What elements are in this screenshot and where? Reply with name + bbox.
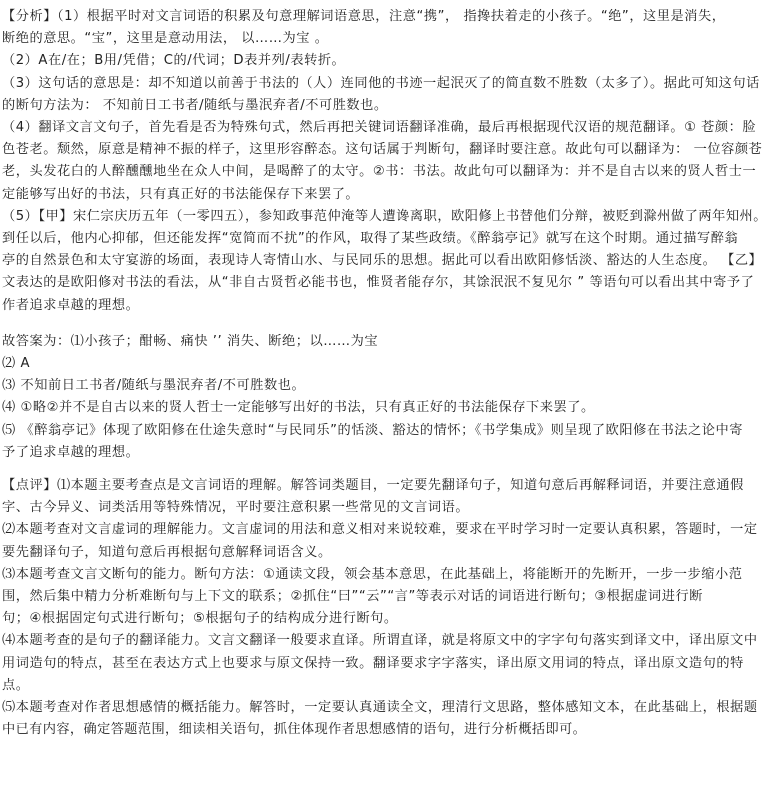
analysis-line: 【分析】（1）根据平时对文言词语的积累及句意理解词语意思，注意“携”， 指搀扶着走的小孩子。“绝”，这里是消失， — [2, 9, 726, 24]
comment-line: 用词造句的特点，甚至在表达方式上也要求与原文保持一致。翻译要求字字落实，译出原文用词的特点，译出原文造句的特 — [2, 655, 744, 671]
comment-line: 点。 — [2, 677, 30, 693]
analysis-section — [2, 6, 774, 317]
comment-line: 围，然后集中精力分析难断句与上下文的联系；②抓住“曰”“云”“言”等表示对话的词语进行断句；③根据虚词进行断 — [2, 589, 703, 605]
answer-line: ⑵ A — [2, 356, 31, 372]
comment-line: ⑸本题考查对作者思想感情的概括能力。解答时，一定要认真通读全文，理清行文思路，整体感知文本，在此基础上，根据题 — [2, 700, 758, 716]
analysis-line: 到任以后，他内心抑郁，但还能发挥“宽简而不扰”的作风，取得了某些政绩。《醉翁亭记》就写在这个时期。通过描写醉翁 — [2, 231, 739, 247]
answer-line: 予了追求卓越的理想。 — [2, 444, 140, 460]
comment-section — [2, 475, 774, 741]
analysis-line: （5）【甲】宋仁宗庆历五年（一零四五），参知政事范仲淹等人遭谗离职，欧阳修上书替他们分辩，被贬到滁州做了两年知州。 — [2, 208, 768, 224]
analysis-line: 老，头发花白的人醉醺醺地坐在众人中间，是喝醉了的太守。②书：书法。故此句可以翻译为：并不是自古以来的贤人哲士一 — [2, 164, 757, 180]
comment-line: ⑷本题考查的是句子的翻译能力。文言文翻译一般要求直译。所谓直译，就是将原文中的字字句句落实到译文中，译出原文中 — [2, 633, 758, 649]
answer-line: ⑸ 《醉翁亭记》体现了欧阳修在仕途失意时“与民同乐”的恬淡、豁达的情怀；《书学集成》则呈现了欧阳修在书法之论中寄 — [2, 422, 743, 438]
analysis-line: （4）翻译文言文句子，首先看是否为特殊句式，然后再把关键词语翻译准确，最后再根据现代汉语的规范翻译。① 苍颜：脸 — [2, 120, 757, 136]
analysis-line: 文表达的是欧阳修对书法的看法，从“非自古贤哲必能书也，惟贤者能存尔，其馀泯泯不复见尔 ” 等语句可以看出其中寄予了 — [2, 275, 755, 291]
analysis-line: 色苍老。颓然，原意是精神不振的样子，这里形容醉态。这句话属于判断句，翻译时要注意。故此句可以翻译为： 一位容颜苍 — [2, 142, 763, 158]
answer-line: 故答案为：⑴小孩子；酣畅、痛快 ’’ 消失、断绝；以……为宝 — [2, 333, 379, 349]
section-gap — [2, 317, 774, 331]
comment-line: 句；④根据固定句式进行断句；⑤根据句子的结构成分进行断句。 — [2, 611, 398, 627]
comment-line: 字、古今异义、词类活用等特殊情况，平时要注意积累一些常见的文言词语。 — [2, 500, 470, 516]
analysis-line: 断绝的意思。“宝”，这里是意动用法， 以……为宝 。 — [2, 31, 329, 47]
solution-document — [0, 6, 774, 742]
analysis-line: 的断句方法为： 不知前日工书者/随纸与墨泯弃者/不可胜数也。 — [2, 97, 388, 113]
comment-line: 【点评】⑴本题主要考查点是文言词语的理解。解答词类题目，一定要先翻译句子，知道句意后再解释词语，并要注意通假 — [2, 478, 744, 494]
analysis-line: （3）这句话的意思是：却不知道以前善于书法的（人）连同他的书迹一起泯灭了的简直数不胜数（太多了）。据此可知这句话 — [2, 75, 760, 91]
section-gap — [2, 464, 774, 475]
comment-line: ⑵本题考查对文言虚词的理解能力。文言虚词的用法和意义相对来说较难，要求在平时学习时一定要认真积累，答题时，一定 — [2, 522, 758, 538]
comment-line: ⑶本题考查文言文断句的能力。断句方法：①通读文段，领会基本意思，在此基础上，将能断开的先断开，一步一步缩小范 — [2, 566, 743, 582]
analysis-line: （2）A在/在；B用/凭借；C的/代词；D表并列/表转折。 — [2, 53, 346, 69]
comment-line: 中已有内容，确定答题范围，细读相关语句，抓住体现作者思想感情的语句，进行分析概括即可。 — [2, 722, 587, 738]
answer-line: ⑷ ①略②并不是自古以来的贤人哲士一定能够写出好的书法，只有真正好的书法能保存下来罢了。 — [2, 400, 595, 416]
answer-section — [2, 331, 774, 464]
comment-line: 要先翻译句子，知道句意后再根据句意解释词语含义。 — [2, 544, 332, 560]
analysis-line: 亭的自然景色和太守宴游的场面，表现诗人寄情山水、与民同乐的思想。据此可以看出欧阳修恬淡、豁达的人生态度。 【乙】 — [2, 253, 763, 269]
analysis-line: 定能够写出好的书法，只有真正好的书法能保存下来罢了。 — [2, 186, 360, 202]
analysis-line: 作者追求卓越的理想。 — [2, 297, 140, 313]
answer-line: ⑶ 不知前日工书者/随纸与墨泯弃者/不可胜数也。 — [2, 378, 306, 394]
